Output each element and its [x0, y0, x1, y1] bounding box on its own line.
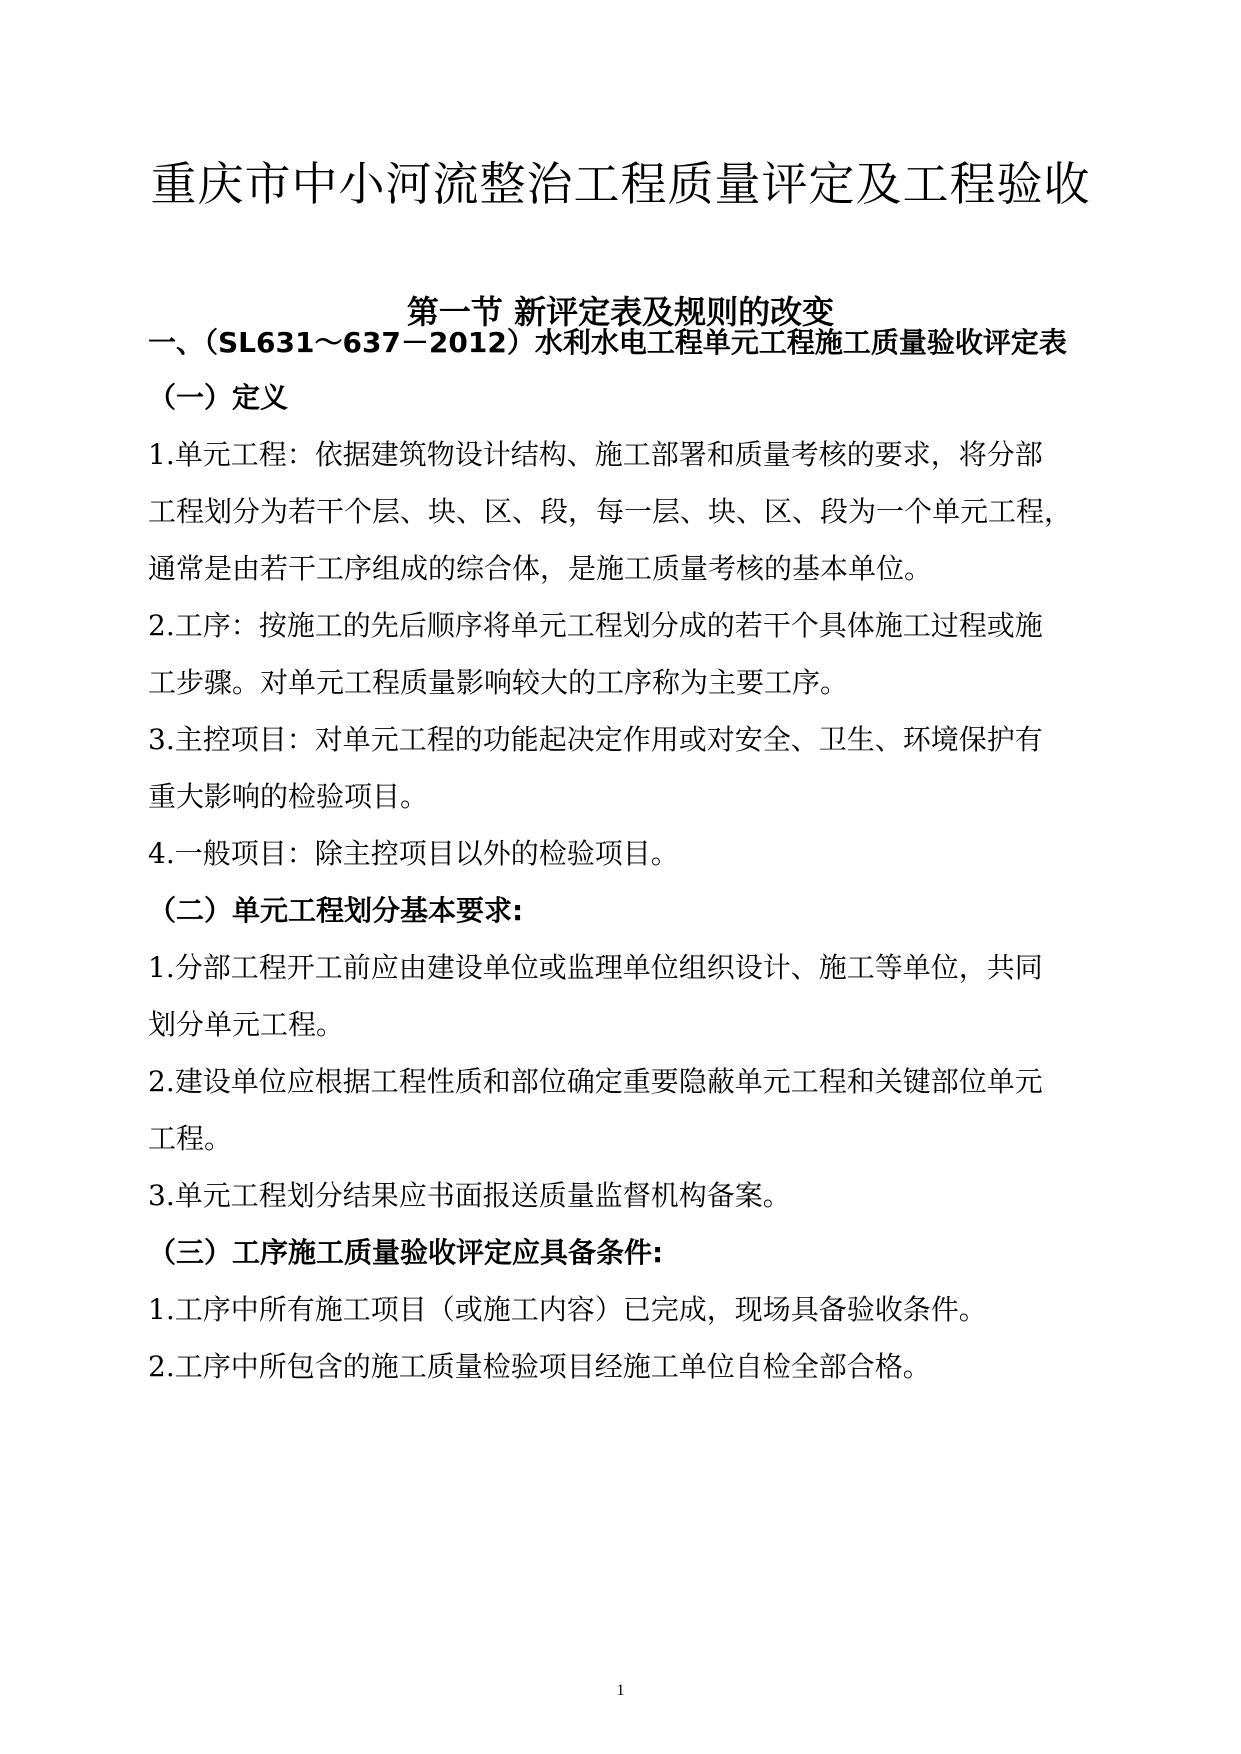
paragraph-line: 1.单元工程：依据建筑物设计结构、施工部署和质量考核的要求，将分部 — [148, 438, 1043, 471]
subheading-definition: （一）定义 — [148, 381, 289, 414]
paragraph-line: 工步骤。对单元工程质量影响较大的工序称为主要工序。 — [148, 666, 849, 699]
paragraph-line: 划分单元工程。 — [148, 1008, 345, 1041]
paragraph-line: 3.主控项目：对单元工程的功能起决定作用或对安全、卫生、环境保护有 — [148, 723, 1043, 756]
subheading-division-requirements: （二）单元工程划分基本要求: — [148, 894, 524, 927]
paragraph-line: 1.工序中所有施工项目（或施工内容）已完成，现场具备验收条件。 — [148, 1293, 987, 1326]
paragraph-line: 工程。 — [148, 1122, 233, 1155]
paragraph-line: 工程划分为若干个层、块、区、段，每一层、块、区、段为一个单元工程， — [148, 495, 1073, 528]
paragraph-line: 通常是由若干工序组成的综合体，是施工质量考核的基本单位。 — [148, 552, 933, 585]
subheading-process-conditions: （三）工序施工质量验收评定应具备条件: — [148, 1236, 664, 1269]
heading-standard: 一、（SL631～637－2012）水利水电工程单元工程施工质量验收评定表 — [148, 326, 1067, 359]
paragraph-line: 4.一般项目：除主控项目以外的检验项目。 — [148, 837, 679, 870]
paragraph-line: 3.单元工程划分结果应书面报送质量监督机构备案。 — [148, 1179, 791, 1212]
paragraph-line: 1.分部工程开工前应由建设单位或监理单位组织设计、施工等单位，共同 — [148, 951, 1043, 984]
paragraph-line: 2.工序：按施工的先后顺序将单元工程划分成的若干个具体施工过程或施 — [148, 609, 1043, 642]
document-title: 重庆市中小河流整治工程质量评定及工程验收 — [150, 157, 1091, 211]
paragraph-line: 2.建设单位应根据工程性质和部位确定重要隐蔽单元工程和关键部位单元 — [148, 1065, 1043, 1098]
paragraph-line: 重大影响的检验项目。 — [148, 780, 429, 813]
paragraph-line: 2.工序中所包含的施工质量检验项目经施工单位自检全部合格。 — [148, 1350, 931, 1383]
section-title: 第一节 新评定表及规则的改变 — [406, 293, 835, 331]
page-number: 1 — [616, 1682, 625, 1699]
